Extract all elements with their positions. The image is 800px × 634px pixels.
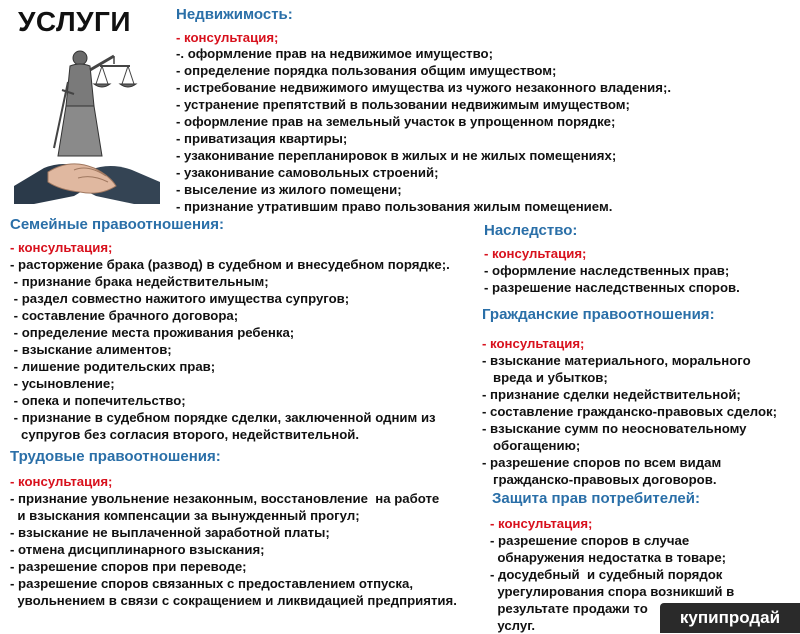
list-item: - разрешение наследственных споров. xyxy=(484,280,740,295)
justice-handshake-illustration xyxy=(14,36,160,204)
inheritance-list xyxy=(484,262,740,296)
page-title: УСЛУГИ xyxy=(18,6,132,37)
list-item: - отмена дисциплинарного взыскания; xyxy=(10,542,265,557)
list-item: - узаконивание самовольных строений; xyxy=(176,165,439,180)
list-item: и взыскания компенсации за вынужденный прогул; xyxy=(10,508,360,523)
list-item: обогащению; xyxy=(482,438,581,453)
list-item: - признание утратившим право пользования жилым помещением. xyxy=(176,199,613,214)
list-item: - признание брака недействительным; xyxy=(10,274,269,289)
labor-consultation: - консультация; xyxy=(10,474,113,489)
list-item: результате продажи то xyxy=(490,601,648,616)
consumer-consultation: - консультация; xyxy=(490,516,593,531)
list-item: - взыскание сумм по неосновательному xyxy=(482,421,747,436)
family-consultation: - консультация; xyxy=(10,240,113,255)
list-item: - оформление наследственных прав; xyxy=(484,263,730,278)
civil-consultation: - консультация; xyxy=(482,336,585,351)
list-item: - определение места проживания ребенка; xyxy=(10,325,295,340)
list-item: - опека и попечительство; xyxy=(10,393,186,408)
list-item: - разрешение споров в случае xyxy=(490,533,690,548)
list-item: супругов без согласия второго, недействительной. xyxy=(10,427,360,442)
list-item: - признание в судебном порядке сделки, заключенной одним из xyxy=(10,410,436,425)
list-item: - узаконивание перепланировок в жилых и не жилых помещениях; xyxy=(176,148,617,163)
list-item: - признание увольнение незаконным, восстановление на работе xyxy=(10,491,440,506)
inheritance-consultation: - консультация; xyxy=(484,246,587,261)
list-item: - лишение родительских прав; xyxy=(10,359,216,374)
list-item: вреда и убытков; xyxy=(482,370,608,385)
realty-list xyxy=(176,45,671,215)
list-item: - взыскание алиментов; xyxy=(10,342,172,357)
list-item: гражданско-правовых договоров. xyxy=(482,472,717,487)
watermark-badge xyxy=(660,603,800,633)
civil-list xyxy=(482,352,777,488)
list-item: - приватизация квартиры; xyxy=(176,131,348,146)
list-item: - расторжение брака (развод) в судебном и внесудебном порядке;. xyxy=(10,257,450,272)
list-item: - разрешение споров по всем видам xyxy=(482,455,722,470)
consumer-header: Защита прав потребителей: xyxy=(492,490,700,507)
list-item: - взыскание материального, морального xyxy=(482,353,751,368)
inheritance-header: Наследство: xyxy=(484,222,578,239)
family-list xyxy=(10,256,450,443)
list-item: - оформление прав на земельный участок в упрощенном порядке; xyxy=(176,114,616,129)
watermark-text: купипродай xyxy=(679,608,781,627)
list-item: - составление брачного договора; xyxy=(10,308,239,323)
list-item: - устранение препятствий в пользовании недвижимым имуществом; xyxy=(176,97,630,112)
list-item: - определение порядка пользования общим имуществом; xyxy=(176,63,557,78)
list-item: - усыновление; xyxy=(10,376,115,391)
list-item: урегулирования спора возникший в xyxy=(490,584,735,599)
labor-list xyxy=(10,490,457,609)
list-item: - истребование недвижимого имущества из чужого незаконного владения;. xyxy=(176,80,672,95)
list-item: - признание сделки недействительной; xyxy=(482,387,741,402)
list-item: услуг. xyxy=(490,618,536,633)
labor-header: Трудовые правоотношения: xyxy=(10,448,221,465)
realty-consultation: - консультация; xyxy=(176,30,279,45)
civil-header: Гражданские правоотношения: xyxy=(482,306,715,323)
list-item: - разрешение споров при переводе; xyxy=(10,559,247,574)
list-item: - составление гражданско-правовых сделок; xyxy=(482,404,778,419)
list-item: увольнением в связи с сокращением и ликвидацией предприятия. xyxy=(10,593,457,608)
list-item: - досудебный и судебный порядок xyxy=(490,567,723,582)
list-item: - взыскание не выплаченной заработной платы; xyxy=(10,525,330,540)
list-item: - выселение из жилого помещени; xyxy=(176,182,402,197)
list-item: - разрешение споров связанных с предоставлением отпуска, xyxy=(10,576,413,591)
family-header: Семейные правоотношения: xyxy=(10,216,224,233)
list-item: -. оформление прав на недвижимое имущество; xyxy=(176,46,493,61)
realty-header: Недвижимость: xyxy=(176,6,293,23)
list-item: - раздел совместно нажитого имущества супругов; xyxy=(10,291,350,306)
list-item: обнаружения недостатка в товаре; xyxy=(490,550,727,565)
